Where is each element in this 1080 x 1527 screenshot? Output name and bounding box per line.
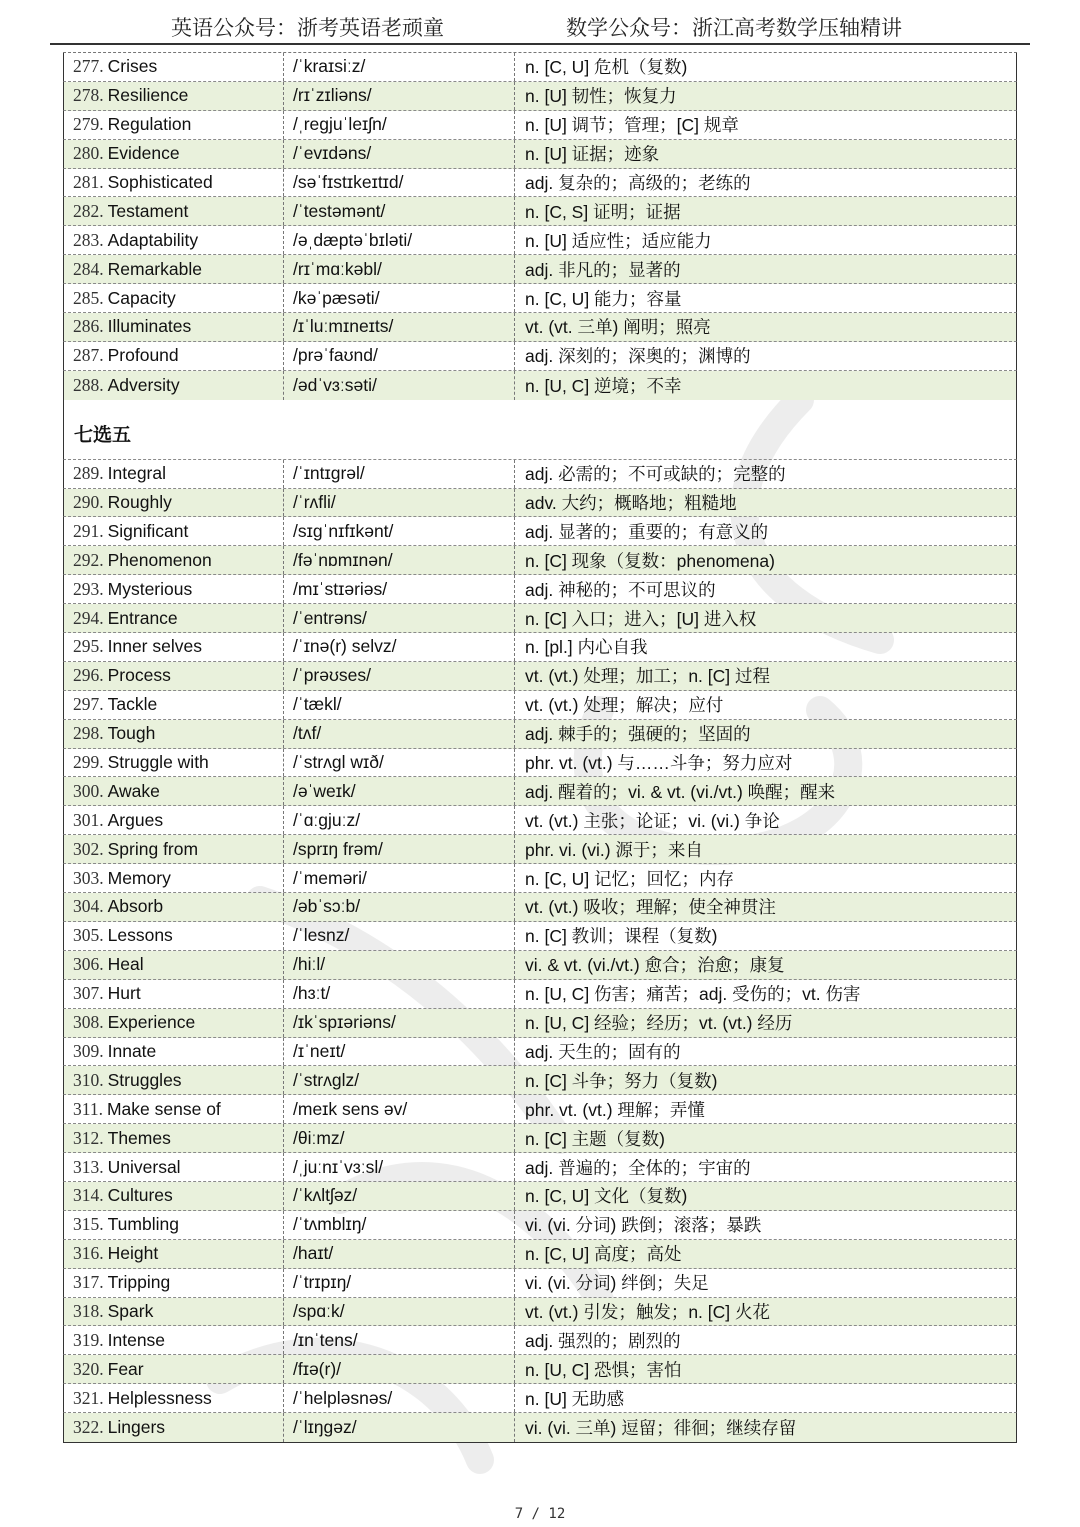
- table-row: [63, 1269, 1017, 1298]
- meaning-cell: n. [C] 教训；课程（复数): [514, 922, 1017, 950]
- entry-word: Awake: [107, 780, 160, 801]
- word-cell: [64, 1240, 283, 1268]
- table-row: [63, 633, 1017, 662]
- word-cell: [64, 1182, 283, 1210]
- vocab-group-top: [63, 53, 1017, 400]
- entry-number: 294.: [73, 607, 104, 628]
- phonetic-cell: /ˌjuːnɪˈvɜːsl/: [283, 1153, 514, 1181]
- phonetic-cell: /sprɪŋ frəm/: [283, 835, 514, 863]
- meaning-cell: n. [C] 现象（复数：phenomena): [514, 546, 1017, 574]
- table-row: [63, 546, 1017, 575]
- table-row: [63, 893, 1017, 922]
- entry-number: 296.: [73, 665, 104, 686]
- entry-word: Inner selves: [107, 636, 202, 657]
- entry-number: 297.: [73, 694, 104, 715]
- table-row: [63, 255, 1017, 284]
- meaning-cell: phr. vt. (vt.) 理解；弄懂: [514, 1095, 1017, 1123]
- phonetic-cell: /ˈtʌmblɪŋ/: [283, 1211, 514, 1239]
- phonetic-cell: /tʌf/: [283, 720, 514, 748]
- table-row: [63, 575, 1017, 604]
- entry-word: Process: [107, 665, 171, 686]
- entry-word: Adversity: [107, 374, 180, 395]
- table-row: [63, 82, 1017, 111]
- entry-number: 291.: [73, 520, 104, 541]
- entry-word: Remarkable: [107, 258, 202, 279]
- meaning-cell: adj. 非凡的；显著的: [514, 255, 1017, 283]
- word-cell: [64, 284, 283, 312]
- entry-number: 285.: [73, 287, 104, 308]
- meaning-cell: n. [U, C] 恐惧；害怕: [514, 1355, 1017, 1383]
- entry-number: 307.: [73, 983, 104, 1004]
- entry-number: 295.: [73, 636, 104, 657]
- meaning-cell: adj. 显著的；重要的；有意义的: [514, 517, 1017, 545]
- table-row: [63, 489, 1017, 518]
- entry-number: 290.: [73, 492, 104, 513]
- table-row: [63, 806, 1017, 835]
- entry-word: Lingers: [107, 1417, 166, 1438]
- word-cell: [64, 980, 283, 1008]
- word-cell: [64, 1009, 283, 1037]
- meaning-cell: adv. 大约；概略地；粗糙地: [514, 489, 1017, 517]
- entry-word: Spark: [107, 1300, 154, 1321]
- phonetic-cell: /ˈɪnə(r) selvz/: [283, 633, 514, 661]
- word-cell: [64, 604, 283, 632]
- entry-number: 293.: [73, 578, 104, 599]
- phonetic-cell: /əˈweɪk/: [283, 777, 514, 805]
- entry-number: 299.: [73, 752, 104, 773]
- entry-number: 320.: [73, 1358, 104, 1379]
- phonetic-cell: /ˈlesnz/: [283, 922, 514, 950]
- table-row: [63, 53, 1017, 82]
- phonetic-cell: /ˈhelpləsnəs/: [283, 1384, 514, 1412]
- word-cell: [64, 517, 283, 545]
- entry-number: 313.: [73, 1156, 104, 1177]
- entry-word: Mysterious: [107, 578, 193, 599]
- entry-word: Resilience: [107, 85, 189, 106]
- table-row: [63, 1355, 1017, 1384]
- meaning-cell: vt. (vt.) 处理；加工；n. [C] 过程: [514, 662, 1017, 690]
- entry-word: Capacity: [107, 287, 176, 308]
- phonetic-cell: /spɑːk/: [283, 1298, 514, 1326]
- meaning-cell: vi. (vi. 分词) 跌倒；滚落；暴跌: [514, 1211, 1017, 1239]
- meaning-cell: n. [U, C] 经验；经历；vt. (vt.) 经历: [514, 1009, 1017, 1037]
- phonetic-cell: /ˈmeməri/: [283, 864, 514, 892]
- entry-number: 287.: [73, 345, 104, 366]
- table-row: [63, 197, 1017, 226]
- phonetic-cell: /ɪˈneɪt/: [283, 1038, 514, 1066]
- entry-word: Experience: [107, 1012, 196, 1033]
- phonetic-cell: /ˈentrəns/: [283, 604, 514, 632]
- vocabulary-table: [63, 52, 1017, 1443]
- table-row: [63, 864, 1017, 893]
- table-row: [63, 720, 1017, 749]
- word-cell: [64, 575, 283, 603]
- word-cell: [64, 255, 283, 283]
- meaning-cell: vt. (vt.) 处理；解决；应付: [514, 691, 1017, 719]
- entry-word: Fear: [107, 1358, 144, 1379]
- meaning-cell: n. [C, U] 危机（复数): [514, 53, 1017, 81]
- entry-number: 302.: [73, 838, 104, 859]
- word-cell: [64, 1269, 283, 1297]
- table-row: [63, 1413, 1017, 1442]
- table-row: [63, 980, 1017, 1009]
- entry-word: Sophisticated: [107, 172, 213, 192]
- entry-word: Adaptability: [107, 229, 199, 250]
- meaning-cell: n. [U] 韧性；恢复力: [514, 82, 1017, 110]
- meaning-cell: adj. 棘手的；强硬的；坚固的: [514, 720, 1017, 748]
- word-cell: [64, 169, 283, 197]
- meaning-cell: n. [C] 斗争；努力（复数): [514, 1066, 1017, 1094]
- entry-word: Innate: [107, 1040, 157, 1061]
- page-header: [0, 0, 1080, 44]
- meaning-cell: vt. (vt. 三单) 阐明；照亮: [514, 313, 1017, 341]
- meaning-cell: n. [U] 适应性；适应能力: [514, 226, 1017, 254]
- word-cell: [64, 951, 283, 979]
- phonetic-cell: /meɪk sens əv/: [283, 1095, 514, 1123]
- phonetic-cell: /fəˈnɒmɪnən/: [283, 546, 514, 574]
- phonetic-cell: /ˈrʌfli/: [283, 489, 514, 517]
- meaning-cell: phr. vi. (vi.) 源于；来自: [514, 835, 1017, 863]
- phonetic-cell: /ˌregjuˈleɪʃn/: [283, 111, 514, 139]
- entry-word: Universal: [107, 1156, 181, 1177]
- phonetic-cell: /ˈkraɪsiːz/: [283, 53, 514, 81]
- entry-number: 281.: [73, 172, 104, 192]
- section-title: 七选五: [74, 423, 132, 446]
- entry-word: Struggle with: [107, 752, 209, 773]
- phonetic-cell: /ˈtestəmənt/: [283, 197, 514, 225]
- entry-word: Tackle: [107, 694, 158, 715]
- word-cell: [64, 1298, 283, 1326]
- meaning-cell: n. [U] 无助感: [514, 1384, 1017, 1412]
- entry-word: Roughly: [107, 492, 172, 513]
- header-divider: [50, 43, 1030, 45]
- meaning-cell: n. [U] 调节；管理；[C] 规章: [514, 111, 1017, 139]
- phonetic-cell: /fɪə(r)/: [283, 1355, 514, 1383]
- table-row: [63, 1009, 1017, 1038]
- phonetic-cell: /ɪkˈspɪəriəns/: [283, 1009, 514, 1037]
- word-cell: [64, 720, 283, 748]
- meaning-cell: adj. 深刻的；深奥的；渊博的: [514, 342, 1017, 370]
- entry-word: Helplessness: [107, 1387, 212, 1408]
- phonetic-cell: /ədˈvɜːsəti/: [283, 371, 514, 400]
- entry-word: Crises: [107, 56, 158, 77]
- phonetic-cell: /prəˈfaʊnd/: [283, 342, 514, 370]
- meaning-cell: n. [pl.] 内心自我: [514, 633, 1017, 661]
- meaning-cell: n. [U, C] 逆境；不幸: [514, 371, 1017, 400]
- word-cell: [64, 1355, 283, 1383]
- word-cell: [64, 835, 283, 863]
- table-row: [63, 284, 1017, 313]
- table-row: [63, 662, 1017, 691]
- table-row: [63, 371, 1017, 400]
- phonetic-cell: /ˈevɪdəns/: [283, 140, 514, 168]
- table-row: [63, 226, 1017, 255]
- entry-word: Height: [107, 1243, 159, 1264]
- word-cell: [64, 662, 283, 690]
- meaning-cell: phr. vt. (vt.) 与……斗争；努力应对: [514, 749, 1017, 777]
- table-row: [63, 1240, 1017, 1269]
- meaning-cell: vt. (vt.) 引发；触发；n. [C] 火花: [514, 1298, 1017, 1326]
- phonetic-cell: /ˈstrʌglz/: [283, 1066, 514, 1094]
- entry-number: 279.: [73, 114, 104, 135]
- meaning-cell: adj. 神秘的；不可思议的: [514, 575, 1017, 603]
- word-cell: [64, 313, 283, 341]
- entry-number: 315.: [73, 1214, 104, 1235]
- entry-number: 310.: [73, 1069, 104, 1090]
- meaning-cell: n. [C] 入口；进入；[U] 进入权: [514, 604, 1017, 632]
- table-row: [63, 140, 1017, 169]
- word-cell: [64, 546, 283, 574]
- phonetic-cell: /θiːmz/: [283, 1124, 514, 1152]
- entry-number: 303.: [73, 867, 104, 888]
- entry-word: Tumbling: [107, 1214, 179, 1235]
- meaning-cell: n. [C, S] 证明；证据: [514, 197, 1017, 225]
- table-row: [63, 1124, 1017, 1153]
- phonetic-cell: /ɪˈluːmɪneɪts/: [283, 313, 514, 341]
- page-number: 7 / 12: [514, 1506, 566, 1522]
- meaning-cell: vt. (vt.) 吸收；理解；使全神贯注: [514, 893, 1017, 921]
- word-cell: [64, 864, 283, 892]
- entry-word: Phenomenon: [107, 549, 212, 570]
- entry-number: 301.: [73, 809, 104, 830]
- entry-word: Tough: [107, 723, 156, 744]
- entry-number: 289.: [73, 463, 104, 484]
- table-row: [63, 951, 1017, 980]
- word-cell: [64, 806, 283, 834]
- word-cell: [64, 922, 283, 950]
- entry-word: Integral: [107, 463, 166, 484]
- meaning-cell: vt. (vt.) 主张；论证；vi. (vi.) 争论: [514, 806, 1017, 834]
- phonetic-cell: /haɪt/: [283, 1240, 514, 1268]
- section-header-row: [63, 400, 1017, 460]
- table-row: [63, 777, 1017, 806]
- entry-word: Tripping: [107, 1272, 171, 1293]
- meaning-cell: adj. 复杂的；高级的；老练的: [514, 169, 1017, 197]
- meaning-cell: adj. 强烈的；剧烈的: [514, 1326, 1017, 1354]
- entry-number: 282.: [73, 200, 104, 221]
- entry-number: 311.: [73, 1098, 103, 1119]
- table-row: [63, 1326, 1017, 1355]
- table-row: [63, 1298, 1017, 1327]
- entry-number: 314.: [73, 1185, 104, 1206]
- word-cell: [64, 1211, 283, 1239]
- word-cell: [64, 691, 283, 719]
- phonetic-cell: /ˈkʌltʃəz/: [283, 1182, 514, 1210]
- table-row: [63, 922, 1017, 951]
- phonetic-cell: /ˈlɪŋgəz/: [283, 1413, 514, 1442]
- phonetic-cell: /səˈfɪstɪkeɪtɪd/: [283, 169, 514, 197]
- entry-word: Regulation: [107, 114, 192, 135]
- entry-word: Hurt: [107, 983, 141, 1004]
- entry-number: 318.: [73, 1300, 104, 1321]
- entry-number: 308.: [73, 1012, 104, 1033]
- meaning-cell: n. [C, U] 能力；容量: [514, 284, 1017, 312]
- entry-word: Illuminates: [107, 316, 192, 337]
- entry-number: 306.: [73, 954, 104, 975]
- entry-number: 283.: [73, 229, 104, 250]
- phonetic-cell: /hɜːt/: [283, 980, 514, 1008]
- word-cell: [64, 749, 283, 777]
- meaning-cell: n. [U] 证据；迹象: [514, 140, 1017, 168]
- meaning-cell: vi. & vt. (vi./vt.) 愈合；治愈；康复: [514, 951, 1017, 979]
- entry-number: 304.: [73, 896, 104, 917]
- meaning-cell: adj. 必需的；不可或缺的；完整的: [514, 460, 1017, 488]
- phonetic-cell: /mɪˈstɪəriəs/: [283, 575, 514, 603]
- entry-number: 312.: [73, 1127, 104, 1148]
- header-math-account: 数学公众号：浙江高考数学压轴精讲: [566, 16, 902, 40]
- entry-number: 288.: [73, 374, 104, 395]
- entry-number: 317.: [73, 1272, 104, 1293]
- header-english-account: 英语公众号：浙考英语老顽童: [171, 16, 444, 40]
- entry-number: 277.: [73, 56, 104, 77]
- table-row: [63, 517, 1017, 546]
- phonetic-cell: /kəˈpæsəti/: [283, 284, 514, 312]
- phonetic-cell: /əˌdæptəˈbɪləti/: [283, 226, 514, 254]
- word-cell: [64, 1066, 283, 1094]
- word-cell: [64, 777, 283, 805]
- entry-word: Testament: [107, 200, 189, 221]
- entry-word: Spring from: [107, 838, 199, 859]
- entry-word: Struggles: [107, 1069, 182, 1090]
- word-cell: [64, 1384, 283, 1412]
- table-row: [63, 460, 1017, 489]
- meaning-cell: n. [C, U] 文化（复数): [514, 1182, 1017, 1210]
- word-cell: [64, 226, 283, 254]
- entry-number: 286.: [73, 316, 104, 337]
- entry-number: 321.: [73, 1387, 104, 1408]
- entry-number: 300.: [73, 780, 104, 801]
- phonetic-cell: /ˈɪntɪgrəl/: [283, 460, 514, 488]
- meaning-cell: adj. 醒着的；vi. & vt. (vi./vt.) 唤醒；醒来: [514, 777, 1017, 805]
- vocab-group-bottom: [63, 460, 1017, 1442]
- table-row: [63, 169, 1017, 198]
- entry-word: Cultures: [107, 1185, 173, 1206]
- table-row: [63, 111, 1017, 140]
- entry-number: 298.: [73, 723, 104, 744]
- entry-word: Evidence: [107, 143, 180, 164]
- word-cell: [64, 1038, 283, 1066]
- word-cell: [64, 342, 283, 370]
- phonetic-cell: /ˈtrɪpɪŋ/: [283, 1269, 514, 1297]
- phonetic-cell: /əbˈsɔːb/: [283, 893, 514, 921]
- phonetic-cell: /ˈstrʌgl wɪð/: [283, 749, 514, 777]
- table-row: [63, 1182, 1017, 1211]
- phonetic-cell: /ˈtækl/: [283, 691, 514, 719]
- entry-word: Significant: [107, 520, 189, 541]
- table-row: [63, 835, 1017, 864]
- word-cell: [64, 82, 283, 110]
- word-cell: [64, 1326, 283, 1354]
- entry-word: Entrance: [107, 607, 178, 628]
- word-cell: [64, 197, 283, 225]
- word-cell: [64, 53, 283, 81]
- table-row: [63, 691, 1017, 720]
- meaning-cell: n. [C] 主题（复数): [514, 1124, 1017, 1152]
- meaning-cell: n. [U, C] 伤害；痛苦；adj. 受伤的；vt. 伤害: [514, 980, 1017, 1008]
- entry-number: 322.: [73, 1417, 104, 1438]
- table-row: [63, 1211, 1017, 1240]
- entry-word: Argues: [107, 809, 164, 830]
- word-cell: [64, 633, 283, 661]
- word-cell: [64, 489, 283, 517]
- word-cell: [64, 111, 283, 139]
- entry-number: 319.: [73, 1329, 104, 1350]
- phonetic-cell: /rɪˈzɪliəns/: [283, 82, 514, 110]
- meaning-cell: adj. 普遍的；全体的；宇宙的: [514, 1153, 1017, 1181]
- entry-word: Lessons: [107, 925, 173, 946]
- meaning-cell: n. [C, U] 记忆；回忆；内存: [514, 864, 1017, 892]
- phonetic-cell: /ˈɑːgjuːz/: [283, 806, 514, 834]
- meaning-cell: vi. (vi. 三单) 逗留；徘徊；继续存留: [514, 1413, 1017, 1442]
- phonetic-cell: /rɪˈmɑːkəbl/: [283, 255, 514, 283]
- entry-word: Make sense of: [106, 1098, 221, 1119]
- phonetic-cell: /sɪgˈnɪfɪkənt/: [283, 517, 514, 545]
- table-row: [63, 1384, 1017, 1413]
- phonetic-cell: /ɪnˈtens/: [283, 1326, 514, 1354]
- word-cell: [64, 1095, 283, 1123]
- entry-number: 309.: [73, 1040, 104, 1061]
- entry-word: Profound: [107, 345, 179, 366]
- entry-word: Memory: [107, 867, 171, 888]
- phonetic-cell: /hiːl/: [283, 951, 514, 979]
- entry-word: Intense: [107, 1329, 166, 1350]
- table-row: [63, 1153, 1017, 1182]
- word-cell: [64, 371, 283, 400]
- entry-number: 292.: [73, 549, 104, 570]
- table-row: [63, 1066, 1017, 1095]
- table-row: [63, 1095, 1017, 1124]
- word-cell: [64, 893, 283, 921]
- entry-number: 284.: [73, 258, 104, 279]
- phonetic-cell: /ˈprəʊses/: [283, 662, 514, 690]
- table-row: [63, 342, 1017, 371]
- entry-word: Themes: [107, 1127, 171, 1148]
- entry-word: Absorb: [107, 896, 164, 917]
- word-cell: [64, 1153, 283, 1181]
- entry-number: 316.: [73, 1243, 104, 1264]
- meaning-cell: n. [C, U] 高度；高处: [514, 1240, 1017, 1268]
- word-cell: [64, 460, 283, 488]
- entry-word: Heal: [107, 954, 144, 975]
- table-row: [63, 1038, 1017, 1067]
- word-cell: [64, 1124, 283, 1152]
- entry-number: 305.: [73, 925, 104, 946]
- entry-number: 280.: [73, 143, 104, 164]
- word-cell: [64, 140, 283, 168]
- entry-number: 278.: [73, 85, 104, 106]
- meaning-cell: adj. 天生的；固有的: [514, 1038, 1017, 1066]
- table-row: [63, 604, 1017, 633]
- table-row: [63, 749, 1017, 778]
- meaning-cell: vi. (vi. 分词) 绊倒；失足: [514, 1269, 1017, 1297]
- table-row: [63, 313, 1017, 342]
- word-cell: [64, 1413, 283, 1442]
